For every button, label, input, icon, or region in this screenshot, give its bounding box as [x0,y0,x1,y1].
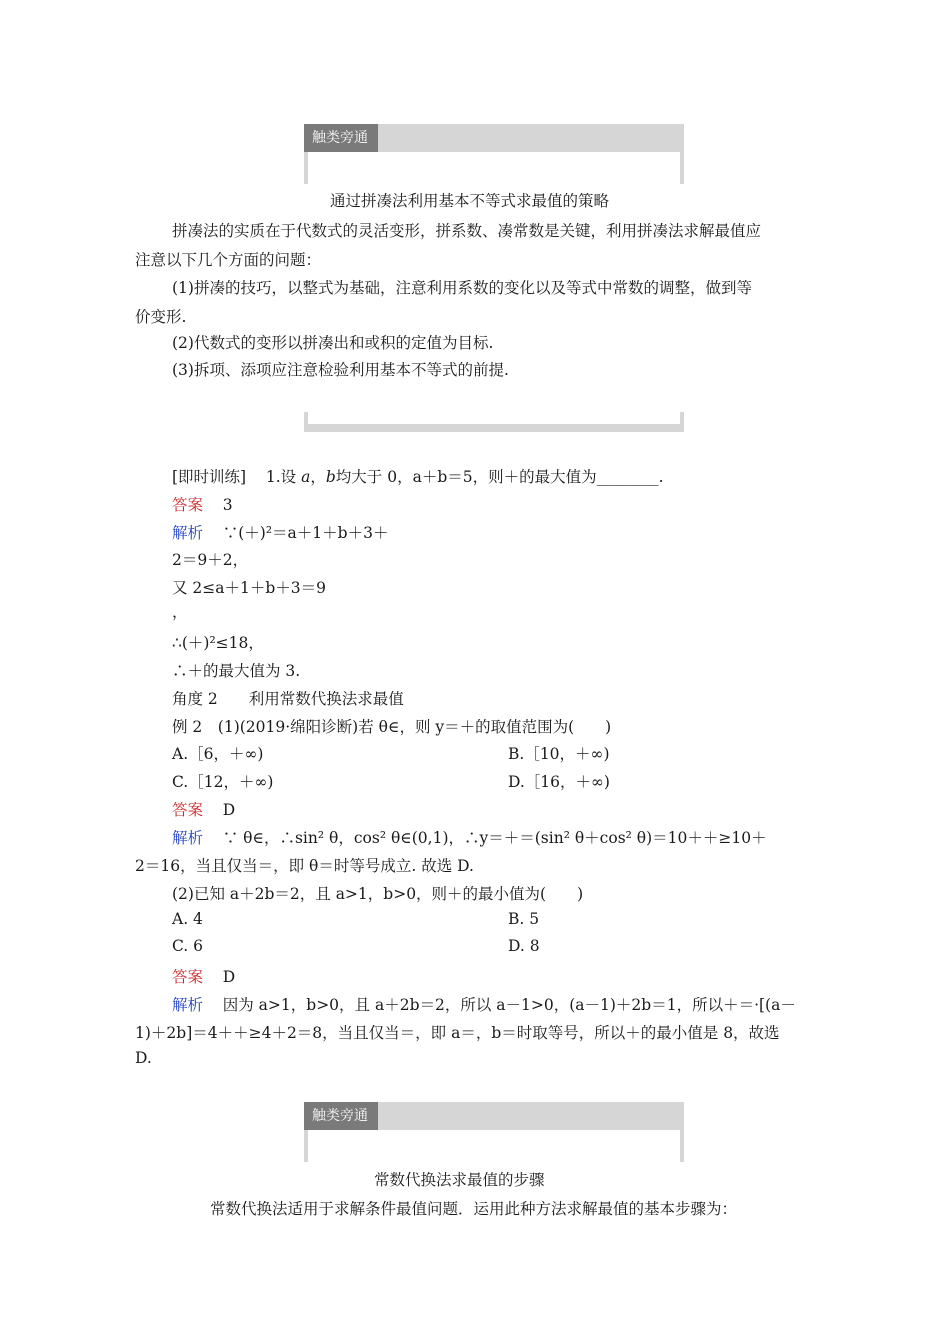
paragraph-line: (3)拆项、添项应注意检验利用基本不等式的前提. [172,361,509,379]
paragraph-line: 拼凑法的实质在于代数式的灵活变形，拼系数、凑常数是关键，利用拼凑法求解最值应 [172,222,762,240]
option-b: B. 5 [508,910,540,928]
answer-line [172,493,233,515]
solution-line: 2＝16，当且仅当＝，即 θ＝时等号成立. 故选 D. [135,857,474,875]
var-b: b [325,468,336,486]
solution-line: 2＝9＋2， [172,551,249,569]
question-text: 1.设 [265,468,297,486]
solution-line: ∴＋的最大值为 3. [172,662,301,680]
box-bottom-inner [308,414,680,424]
option-a: A. 4 [172,910,203,928]
section-tag-bar [304,124,684,152]
example-question: 例 2 (1)(2019·绵阳诊断)若 θ∈，则 y＝＋的取值范围为( ) [172,718,612,736]
box-title: 通过拼凑法利用基本不等式求最值的策略 [330,192,610,210]
solution-line: 1)＋2b]＝4＋＋≥4＋2＝8，当且仅当＝，即 a＝，b＝时取等号，所以＋的最小值是 8，故选 [135,1024,780,1042]
question-text: a＋b＝5，则＋的最大值为________. [412,468,664,486]
box-frame [304,152,684,184]
tag-notch-shape [378,124,390,152]
paragraph-line: 注意以下几个方面的问题： [135,251,322,269]
paragraph-line: 价变形. [135,308,187,326]
section-tag-label: 触类旁通 [304,1102,378,1130]
solution-line: ， [172,603,188,621]
solution-label: 解析 [172,829,204,847]
box-frame [304,1130,684,1162]
paragraph-line: 常数代换法适用于求解条件最值问题．运用此种方法求解最值的基本步骤为： [210,1200,738,1218]
answer-label: 答案 [172,968,204,986]
box-title: 常数代换法求最值的步骤 [374,1171,545,1189]
answer-value: D [222,968,236,986]
tag-notch-shape [378,1102,390,1130]
answer-label: 答案 [172,496,204,514]
option-d: D. 8 [508,937,540,955]
section-tag-label: 触类旁通 [304,124,378,152]
solution-line: 又 2≤a＋1＋b＋3＝9 [172,579,327,597]
solution-label: 解析 [172,524,204,542]
var-a: a [301,468,311,486]
answer-label: 答案 [172,801,204,819]
answer-line [172,798,235,820]
answer-value: 3 [222,496,233,514]
solution-line: ∴(＋)²≤18， [172,634,264,652]
solution-text: 因为 a>1，b>0，且 a＋2b＝2，所以 a－1>0，(a－1)＋2b＝1，所以＋＝·[(a－ [222,996,796,1014]
solution-line: D. [135,1049,152,1067]
training-label: [即时训练] [172,468,247,486]
option-d: D.［16，＋∞) [508,773,610,791]
solution-label: 解析 [172,996,204,1014]
paragraph-line: (1)拼凑的技巧，以整式为基础，注意利用系数的变化以及等式中常数的调整，做到等 [172,279,752,297]
section-heading: 角度 2 利用常数代换法求最值 [172,690,404,708]
solution-text: ∵(＋)²＝a＋1＋b＋3＋ [222,524,389,542]
option-a: A.［6，＋∞) [172,745,264,763]
solution-line [172,521,388,543]
example-question: (2)已知 a＋2b＝2，且 a>1，b>0，则＋的最小值为( ) [172,885,584,903]
option-c: C. 6 [172,937,204,955]
box-bottom-bar [304,414,684,432]
question-text: ， [310,468,326,486]
solution-line [172,993,796,1015]
question-text: 均大于 0， [335,468,413,486]
section-tag-bar [304,1102,684,1130]
answer-line [172,965,235,987]
paragraph-line: (2)代数式的变形以拼凑出和或积的定值为目标. [172,334,494,352]
training-question [172,465,664,487]
solution-text: ∵ θ∈，∴sin² θ，cos² θ∈(0,1)，∴y＝＋＝(sin² θ＋cos² θ)＝10＋＋≥10＋ [222,829,767,847]
solution-line [172,826,767,848]
answer-value: D [222,801,236,819]
option-c: C.［12，＋∞) [172,773,274,791]
option-b: B.［10，＋∞) [508,745,610,763]
